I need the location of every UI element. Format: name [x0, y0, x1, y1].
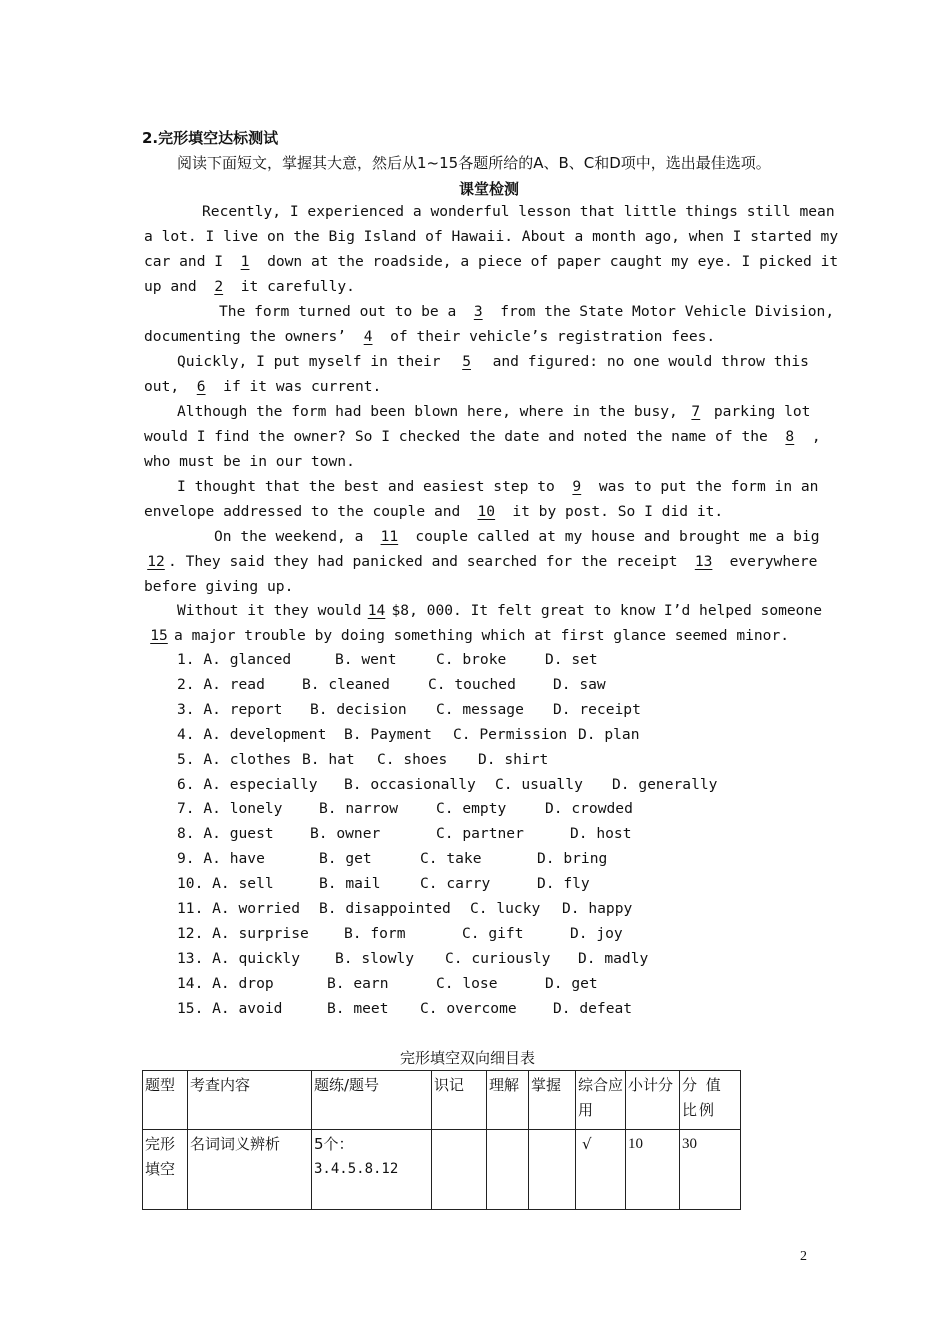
- passage-line: 12. They said they had panicked and searched for the receipt 13 everywhere: [144, 552, 817, 572]
- option-item: D. defeat: [553, 999, 633, 1017]
- passage-line: The form turned out to be a 3 from the State Motor Vehicle Division,: [219, 303, 835, 320]
- blank-1: 1: [240, 253, 250, 270]
- header-cell: 题练/题号: [312, 1071, 432, 1130]
- option-item: C. message: [436, 700, 524, 718]
- blank-6: 6: [196, 378, 206, 395]
- header-cell: 综合应用: [576, 1071, 626, 1130]
- passage-line: 15a major trouble by doing something which at first glance seemed minor.: [144, 626, 789, 646]
- table-caption: 完形填空双向细目表: [400, 1049, 536, 1067]
- option-item-a: 8. A. guest: [177, 825, 274, 843]
- passage-line: up and 2 it carefully.: [144, 278, 355, 295]
- option-item: C. overcome: [420, 999, 517, 1017]
- header-cell: 题型: [143, 1071, 188, 1130]
- option-item: B. get: [319, 850, 372, 868]
- option-item: B. Payment: [344, 725, 432, 743]
- option-item: B. form: [344, 924, 406, 942]
- option-item-a: 12. A. surprise: [177, 924, 309, 942]
- header-cell: 理解: [487, 1071, 529, 1130]
- cell-ratio: 30: [680, 1130, 741, 1210]
- option-item-a: 15. A. avoid: [177, 999, 283, 1017]
- blank-15: 15: [150, 627, 168, 644]
- table-header-row: [143, 1071, 741, 1130]
- cell-memorize: [432, 1130, 487, 1210]
- page-number: 2: [800, 1249, 807, 1264]
- passage-line: Quickly, I put myself in their 5 and figured: no one would throw this: [177, 353, 809, 370]
- detail-table: [142, 1070, 741, 1210]
- header-cell: 考查内容: [188, 1071, 312, 1130]
- blank-8: 8: [785, 428, 795, 445]
- passage-line: On the weekend, a 11 couple called at my house and brought me a big: [214, 528, 820, 545]
- option-item: C. Permission: [453, 725, 568, 743]
- option-item-a: 5. A. clothes: [177, 750, 292, 768]
- option-item: B. narrow: [319, 800, 399, 818]
- option-item: D. plan: [578, 725, 640, 743]
- option-item: B. slowly: [335, 949, 415, 967]
- cell-subtotal: 10: [626, 1130, 680, 1210]
- cell-understand: [487, 1130, 529, 1210]
- option-item: C. take: [420, 850, 482, 868]
- passage-line: who must be in our town.: [144, 453, 355, 470]
- blank-11: 11: [380, 528, 399, 545]
- option-item-a: 1. A. glanced: [177, 651, 292, 668]
- option-item: B. disappointed: [319, 900, 451, 917]
- option-item: C. curiously: [445, 949, 551, 967]
- option-item-a: 3. A. report: [177, 700, 283, 718]
- header-cell: 分 值 比例: [680, 1071, 741, 1130]
- subtitle: 课堂检测: [459, 180, 520, 198]
- option-item-a: 2. A. read: [177, 675, 265, 693]
- option-item: B. meet: [327, 999, 389, 1017]
- option-item: D. set: [545, 651, 598, 668]
- option-item: D. get: [545, 974, 598, 992]
- option-item-a: 6. A. especially: [177, 775, 318, 793]
- option-item: C. touched: [428, 675, 516, 693]
- header-cell: 掌握: [529, 1071, 576, 1130]
- option-item: D. happy: [562, 900, 633, 917]
- blank-14: 14: [367, 602, 386, 619]
- passage-line: I thought that the best and easiest step to 9 was to put the form in an: [177, 478, 819, 495]
- option-item-a: 4. A. development: [177, 725, 327, 743]
- option-item: D. receipt: [553, 700, 641, 718]
- option-item: C. usually: [495, 775, 583, 793]
- passage-line: Recently, I experienced a wonderful lesson that little things still mean: [202, 203, 835, 220]
- option-item: B. earn: [327, 974, 389, 992]
- passage-line: Without it they would 14$8, 000. It felt great to know I’d helped someone: [177, 602, 823, 619]
- option-item-a: 7. A. lonely: [177, 800, 283, 818]
- blank-10: 10: [477, 503, 496, 520]
- option-item: C. lucky: [470, 900, 541, 917]
- option-item: C. empty: [436, 800, 507, 818]
- option-item: D. bring: [537, 850, 608, 868]
- option-item: B. cleaned: [302, 675, 390, 693]
- cell-numbers: 5个： 3.4.5.8.12: [312, 1130, 432, 1210]
- option-item: D. fly: [537, 875, 590, 893]
- option-item-a: 11. A. worried: [177, 900, 301, 917]
- option-item: B. owner: [310, 825, 381, 843]
- cell-type: 完形填空: [143, 1130, 188, 1210]
- option-item: C. lose: [436, 974, 498, 992]
- section-title: 2.完形填空达标测试: [142, 129, 279, 147]
- passage-line: car and I 1 down at the roadside, a piece of paper caught my eye. I picked it: [144, 253, 839, 270]
- passage-line: would I find the owner? So I checked the date and noted the name of the 8 ,: [144, 428, 821, 445]
- option-item: C. broke: [436, 651, 507, 668]
- option-item: B. went: [335, 651, 397, 668]
- blank-2: 2: [214, 278, 224, 295]
- option-item: D. joy: [570, 924, 623, 942]
- option-item: D. shirt: [478, 750, 549, 768]
- passage-line: documenting the owners’ 4 of their vehicle’s registration fees.: [144, 328, 716, 345]
- option-item: D. crowded: [545, 800, 633, 818]
- blank-7: 7: [691, 403, 701, 420]
- option-item: D. saw: [553, 675, 606, 693]
- option-item: D. generally: [612, 775, 718, 793]
- option-item-a: 10. A. sell: [177, 875, 274, 893]
- option-item: D. host: [570, 825, 632, 843]
- passage-line: envelope addressed to the couple and 10 it by post. So I did it.: [144, 503, 724, 520]
- blank-5: 5: [462, 353, 471, 370]
- cell-apply: √: [576, 1130, 626, 1210]
- passage-line: out, 6 if it was current.: [144, 378, 382, 395]
- option-item-a: 14. A. drop: [177, 974, 274, 992]
- option-item: C. carry: [420, 875, 491, 893]
- blank-4: 4: [363, 328, 373, 345]
- option-item: C. shoes: [377, 750, 448, 768]
- option-item: C. gift: [462, 924, 524, 942]
- passage-line: a lot. I live on the Big Island of Hawaii. About a month ago, when I started my: [144, 228, 839, 245]
- table-row: [143, 1130, 741, 1210]
- option-item: B. mail: [319, 875, 381, 893]
- blank-12: 12: [147, 553, 165, 570]
- option-item-a: 13. A. quickly: [177, 949, 301, 967]
- instruction-text: 阅读下面短文，掌握其大意，然后从1~15各题所给的A、B、C和D项中，选出最佳选项。: [177, 154, 771, 172]
- cell-content: 名词词义辨析: [188, 1130, 312, 1210]
- cell-master: [529, 1130, 576, 1210]
- header-cell: 识记: [432, 1071, 487, 1130]
- blank-13: 13: [694, 553, 713, 570]
- blank-3: 3: [473, 303, 483, 320]
- option-item-a: 9. A. have: [177, 850, 265, 868]
- passage-line: before giving up.: [144, 578, 294, 595]
- option-item: D. madly: [578, 949, 649, 967]
- blank-9: 9: [572, 478, 582, 495]
- option-item: B. hat: [302, 750, 355, 768]
- passage-line: Although the form had been blown here, where in the busy, 7 parking lot: [177, 403, 811, 420]
- option-item: B. decision: [310, 700, 407, 718]
- option-item: C. partner: [436, 825, 524, 843]
- option-item: B. occasionally: [344, 775, 476, 793]
- header-cell: 小计分: [626, 1071, 680, 1130]
